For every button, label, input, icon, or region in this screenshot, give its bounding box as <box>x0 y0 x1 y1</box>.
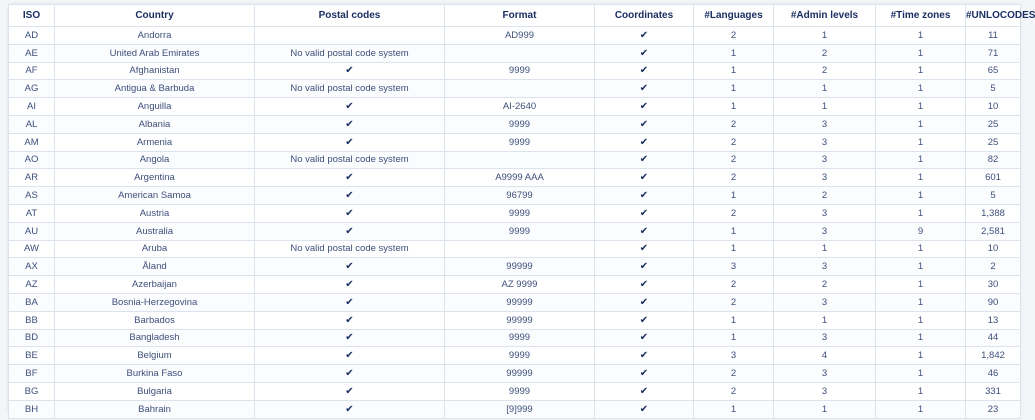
column-header-coordinates[interactable]: Coordinates <box>595 5 694 27</box>
postal-codes-check-icon: ✔ <box>255 365 445 383</box>
admin-levels-cell: 3 <box>774 133 876 151</box>
coordinates-check-icon: ✔ <box>595 382 694 400</box>
country-cell: Bosnia-Herzegovina <box>55 293 255 311</box>
postal-codes-check-icon: ✔ <box>255 133 445 151</box>
country-cell: Andorra <box>55 27 255 45</box>
time-zones-cell: 1 <box>876 311 966 329</box>
languages-cell: 1 <box>694 240 774 258</box>
table-row[interactable] <box>9 187 1021 205</box>
time-zones-cell: 1 <box>876 240 966 258</box>
languages-cell: 1 <box>694 98 774 116</box>
time-zones-cell: 1 <box>876 400 966 418</box>
unlocodes-cell: 90 <box>966 293 1021 311</box>
table-row[interactable] <box>9 98 1021 116</box>
admin-levels-cell: 3 <box>774 151 876 169</box>
format-cell: 99999 <box>445 293 595 311</box>
postal-codes-check-icon: ✔ <box>255 187 445 205</box>
time-zones-cell: 1 <box>876 187 966 205</box>
time-zones-cell: 1 <box>876 382 966 400</box>
country-cell: Antigua & Barbuda <box>55 80 255 98</box>
coordinates-check-icon: ✔ <box>595 222 694 240</box>
postal-codes-cell: No valid postal code system <box>255 44 445 62</box>
languages-cell: 3 <box>694 258 774 276</box>
country-cell: Bangladesh <box>55 329 255 347</box>
column-header-admin-levels[interactable]: #Admin levels <box>774 5 876 27</box>
format-cell <box>445 44 595 62</box>
coordinates-check-icon: ✔ <box>595 400 694 418</box>
table-row[interactable] <box>9 133 1021 151</box>
format-cell: 9999 <box>445 204 595 222</box>
table-row[interactable] <box>9 222 1021 240</box>
postal-codes-check-icon: ✔ <box>255 382 445 400</box>
table-row[interactable] <box>9 204 1021 222</box>
time-zones-cell: 1 <box>876 276 966 294</box>
time-zones-cell: 1 <box>876 347 966 365</box>
iso-cell: AW <box>9 240 55 258</box>
iso-cell: BH <box>9 400 55 418</box>
postal-codes-check-icon: ✔ <box>255 115 445 133</box>
time-zones-cell: 1 <box>876 169 966 187</box>
table-row[interactable] <box>9 347 1021 365</box>
format-cell: [9]999 <box>445 400 595 418</box>
iso-cell: BB <box>9 311 55 329</box>
unlocodes-cell: 5 <box>966 80 1021 98</box>
time-zones-cell: 1 <box>876 133 966 151</box>
iso-cell: AX <box>9 258 55 276</box>
coordinates-check-icon: ✔ <box>595 365 694 383</box>
format-cell: 9999 <box>445 115 595 133</box>
unlocodes-cell: 331 <box>966 382 1021 400</box>
table-row[interactable] <box>9 276 1021 294</box>
country-cell: Armenia <box>55 133 255 151</box>
languages-cell: 1 <box>694 400 774 418</box>
iso-cell: BG <box>9 382 55 400</box>
table-row[interactable] <box>9 400 1021 418</box>
languages-cell: 1 <box>694 187 774 205</box>
postal-codes-check-icon: ✔ <box>255 169 445 187</box>
table-row[interactable] <box>9 27 1021 45</box>
coordinates-check-icon: ✔ <box>595 115 694 133</box>
iso-cell: AR <box>9 169 55 187</box>
postal-codes-check-icon: ✔ <box>255 293 445 311</box>
format-cell: 9999 <box>445 382 595 400</box>
format-cell: 9999 <box>445 329 595 347</box>
coordinates-check-icon: ✔ <box>595 240 694 258</box>
time-zones-cell: 1 <box>876 62 966 80</box>
coordinates-check-icon: ✔ <box>595 151 694 169</box>
unlocodes-cell: 13 <box>966 311 1021 329</box>
coordinates-check-icon: ✔ <box>595 133 694 151</box>
admin-levels-cell: 3 <box>774 258 876 276</box>
coordinates-check-icon: ✔ <box>595 187 694 205</box>
unlocodes-cell: 46 <box>966 365 1021 383</box>
iso-cell: AS <box>9 187 55 205</box>
admin-levels-cell: 3 <box>774 222 876 240</box>
iso-cell: AE <box>9 44 55 62</box>
languages-cell: 1 <box>694 80 774 98</box>
iso-cell: AM <box>9 133 55 151</box>
iso-cell: BA <box>9 293 55 311</box>
unlocodes-cell: 71 <box>966 44 1021 62</box>
unlocodes-cell: 1,842 <box>966 347 1021 365</box>
languages-cell: 2 <box>694 27 774 45</box>
coordinates-check-icon: ✔ <box>595 329 694 347</box>
coordinates-check-icon: ✔ <box>595 27 694 45</box>
country-cell: Belgium <box>55 347 255 365</box>
table-row[interactable] <box>9 151 1021 169</box>
table-row[interactable] <box>9 258 1021 276</box>
unlocodes-cell: 25 <box>966 133 1021 151</box>
admin-levels-cell: 2 <box>774 44 876 62</box>
postal-codes-check-icon: ✔ <box>255 329 445 347</box>
coordinates-check-icon: ✔ <box>595 98 694 116</box>
iso-cell: AG <box>9 80 55 98</box>
languages-cell: 1 <box>694 222 774 240</box>
column-header-format[interactable]: Format <box>445 5 595 27</box>
admin-levels-cell: 2 <box>774 276 876 294</box>
admin-levels-cell: 3 <box>774 329 876 347</box>
table-row[interactable] <box>9 329 1021 347</box>
iso-cell: AD <box>9 27 55 45</box>
postal-codes-check-icon: ✔ <box>255 98 445 116</box>
unlocodes-cell: 2,581 <box>966 222 1021 240</box>
format-cell: 96799 <box>445 187 595 205</box>
admin-levels-cell: 4 <box>774 347 876 365</box>
languages-cell: 2 <box>694 115 774 133</box>
time-zones-cell: 1 <box>876 27 966 45</box>
table-row[interactable] <box>9 382 1021 400</box>
country-cell: American Samoa <box>55 187 255 205</box>
format-cell: AI-2640 <box>445 98 595 116</box>
iso-cell: AF <box>9 62 55 80</box>
languages-cell: 2 <box>694 382 774 400</box>
unlocodes-cell: 2 <box>966 258 1021 276</box>
format-cell: AD999 <box>445 27 595 45</box>
admin-levels-cell: 3 <box>774 382 876 400</box>
format-cell <box>445 151 595 169</box>
languages-cell: 2 <box>694 365 774 383</box>
languages-cell: 2 <box>694 169 774 187</box>
postal-codes-cell <box>255 27 445 45</box>
postal-codes-check-icon: ✔ <box>255 62 445 80</box>
postal-codes-cell: No valid postal code system <box>255 80 445 98</box>
postal-codes-check-icon: ✔ <box>255 258 445 276</box>
iso-cell: AO <box>9 151 55 169</box>
country-cell: Bulgaria <box>55 382 255 400</box>
coordinates-check-icon: ✔ <box>595 293 694 311</box>
table-row[interactable] <box>9 311 1021 329</box>
unlocodes-cell: 10 <box>966 98 1021 116</box>
time-zones-cell: 9 <box>876 222 966 240</box>
country-cell: Aruba <box>55 240 255 258</box>
country-table <box>8 4 1035 419</box>
format-cell: 99999 <box>445 258 595 276</box>
country-cell: Burkina Faso <box>55 365 255 383</box>
time-zones-cell: 1 <box>876 204 966 222</box>
iso-cell: BE <box>9 347 55 365</box>
table-header-row <box>9 5 1021 27</box>
unlocodes-cell: 11 <box>966 27 1021 45</box>
time-zones-cell: 1 <box>876 258 966 276</box>
iso-cell: AL <box>9 115 55 133</box>
country-cell: Bahrain <box>55 400 255 418</box>
format-cell <box>445 240 595 258</box>
admin-levels-cell: 2 <box>774 62 876 80</box>
country-cell: Austria <box>55 204 255 222</box>
postal-codes-cell: No valid postal code system <box>255 240 445 258</box>
postal-codes-check-icon: ✔ <box>255 400 445 418</box>
country-cell: Argentina <box>55 169 255 187</box>
unlocodes-cell: 65 <box>966 62 1021 80</box>
admin-levels-cell: 3 <box>774 204 876 222</box>
languages-cell: 1 <box>694 62 774 80</box>
time-zones-cell: 1 <box>876 365 966 383</box>
postal-codes-check-icon: ✔ <box>255 311 445 329</box>
admin-levels-cell: 3 <box>774 169 876 187</box>
format-cell <box>445 80 595 98</box>
admin-levels-cell: 1 <box>774 27 876 45</box>
languages-cell: 2 <box>694 151 774 169</box>
format-cell: 9999 <box>445 62 595 80</box>
format-cell: 9999 <box>445 222 595 240</box>
country-cell: Afghanistan <box>55 62 255 80</box>
postal-codes-check-icon: ✔ <box>255 204 445 222</box>
table-row[interactable] <box>9 240 1021 258</box>
table-row[interactable] <box>9 169 1021 187</box>
languages-cell: 1 <box>694 311 774 329</box>
table-body <box>9 27 1021 419</box>
country-table-panel <box>8 4 1035 416</box>
coordinates-check-icon: ✔ <box>595 347 694 365</box>
postal-codes-check-icon: ✔ <box>255 276 445 294</box>
iso-cell: BF <box>9 365 55 383</box>
admin-levels-cell: 3 <box>774 293 876 311</box>
column-header-languages[interactable]: #Languages <box>694 5 774 27</box>
column-header-postal-codes[interactable]: Postal codes <box>255 5 445 27</box>
admin-levels-cell: 1 <box>774 98 876 116</box>
coordinates-check-icon: ✔ <box>595 258 694 276</box>
coordinates-check-icon: ✔ <box>595 311 694 329</box>
postal-codes-check-icon: ✔ <box>255 347 445 365</box>
languages-cell: 3 <box>694 347 774 365</box>
country-cell: Azerbaijan <box>55 276 255 294</box>
time-zones-cell: 1 <box>876 80 966 98</box>
unlocodes-cell: 25 <box>966 115 1021 133</box>
admin-levels-cell: 1 <box>774 311 876 329</box>
unlocodes-cell: 10 <box>966 240 1021 258</box>
unlocodes-cell: 30 <box>966 276 1021 294</box>
iso-cell: BD <box>9 329 55 347</box>
time-zones-cell: 1 <box>876 151 966 169</box>
column-header-country[interactable]: Country <box>55 5 255 27</box>
format-cell: AZ 9999 <box>445 276 595 294</box>
coordinates-check-icon: ✔ <box>595 62 694 80</box>
languages-cell: 1 <box>694 329 774 347</box>
table-row[interactable] <box>9 365 1021 383</box>
postal-codes-check-icon: ✔ <box>255 222 445 240</box>
coordinates-check-icon: ✔ <box>595 44 694 62</box>
column-header-time-zones[interactable]: #Time zones <box>876 5 966 27</box>
table-row[interactable] <box>9 115 1021 133</box>
iso-cell: AU <box>9 222 55 240</box>
table-row[interactable] <box>9 293 1021 311</box>
admin-levels-cell: 2 <box>774 187 876 205</box>
table-row[interactable] <box>9 80 1021 98</box>
unlocodes-cell: 23 <box>966 400 1021 418</box>
column-header-iso[interactable]: ISO <box>9 5 55 27</box>
coordinates-check-icon: ✔ <box>595 204 694 222</box>
time-zones-cell: 1 <box>876 44 966 62</box>
admin-levels-cell: 1 <box>774 400 876 418</box>
country-cell: Australia <box>55 222 255 240</box>
iso-cell: AI <box>9 98 55 116</box>
column-header-unlocodes[interactable]: #UNLOCODES <box>966 5 1021 27</box>
format-cell: 99999 <box>445 311 595 329</box>
coordinates-check-icon: ✔ <box>595 169 694 187</box>
time-zones-cell: 1 <box>876 115 966 133</box>
time-zones-cell: 1 <box>876 293 966 311</box>
country-cell: Barbados <box>55 311 255 329</box>
format-cell: A9999 AAA <box>445 169 595 187</box>
time-zones-cell: 1 <box>876 329 966 347</box>
iso-cell: AZ <box>9 276 55 294</box>
languages-cell: 2 <box>694 276 774 294</box>
table-row[interactable] <box>9 62 1021 80</box>
unlocodes-cell: 82 <box>966 151 1021 169</box>
languages-cell: 2 <box>694 133 774 151</box>
languages-cell: 2 <box>694 293 774 311</box>
time-zones-cell: 1 <box>876 98 966 116</box>
table-row[interactable] <box>9 44 1021 62</box>
country-cell: Åland <box>55 258 255 276</box>
format-cell: 99999 <box>445 365 595 383</box>
iso-cell: AT <box>9 204 55 222</box>
languages-cell: 1 <box>694 44 774 62</box>
format-cell: 9999 <box>445 347 595 365</box>
admin-levels-cell: 1 <box>774 80 876 98</box>
country-cell: Angola <box>55 151 255 169</box>
country-cell: United Arab Emirates <box>55 44 255 62</box>
coordinates-check-icon: ✔ <box>595 276 694 294</box>
admin-levels-cell: 1 <box>774 240 876 258</box>
country-cell: Anguilla <box>55 98 255 116</box>
format-cell: 9999 <box>445 133 595 151</box>
admin-levels-cell: 3 <box>774 365 876 383</box>
unlocodes-cell: 5 <box>966 187 1021 205</box>
admin-levels-cell: 3 <box>774 115 876 133</box>
country-cell: Albania <box>55 115 255 133</box>
coordinates-check-icon: ✔ <box>595 80 694 98</box>
postal-codes-cell: No valid postal code system <box>255 151 445 169</box>
unlocodes-cell: 1,388 <box>966 204 1021 222</box>
unlocodes-cell: 44 <box>966 329 1021 347</box>
unlocodes-cell: 601 <box>966 169 1021 187</box>
languages-cell: 2 <box>694 204 774 222</box>
